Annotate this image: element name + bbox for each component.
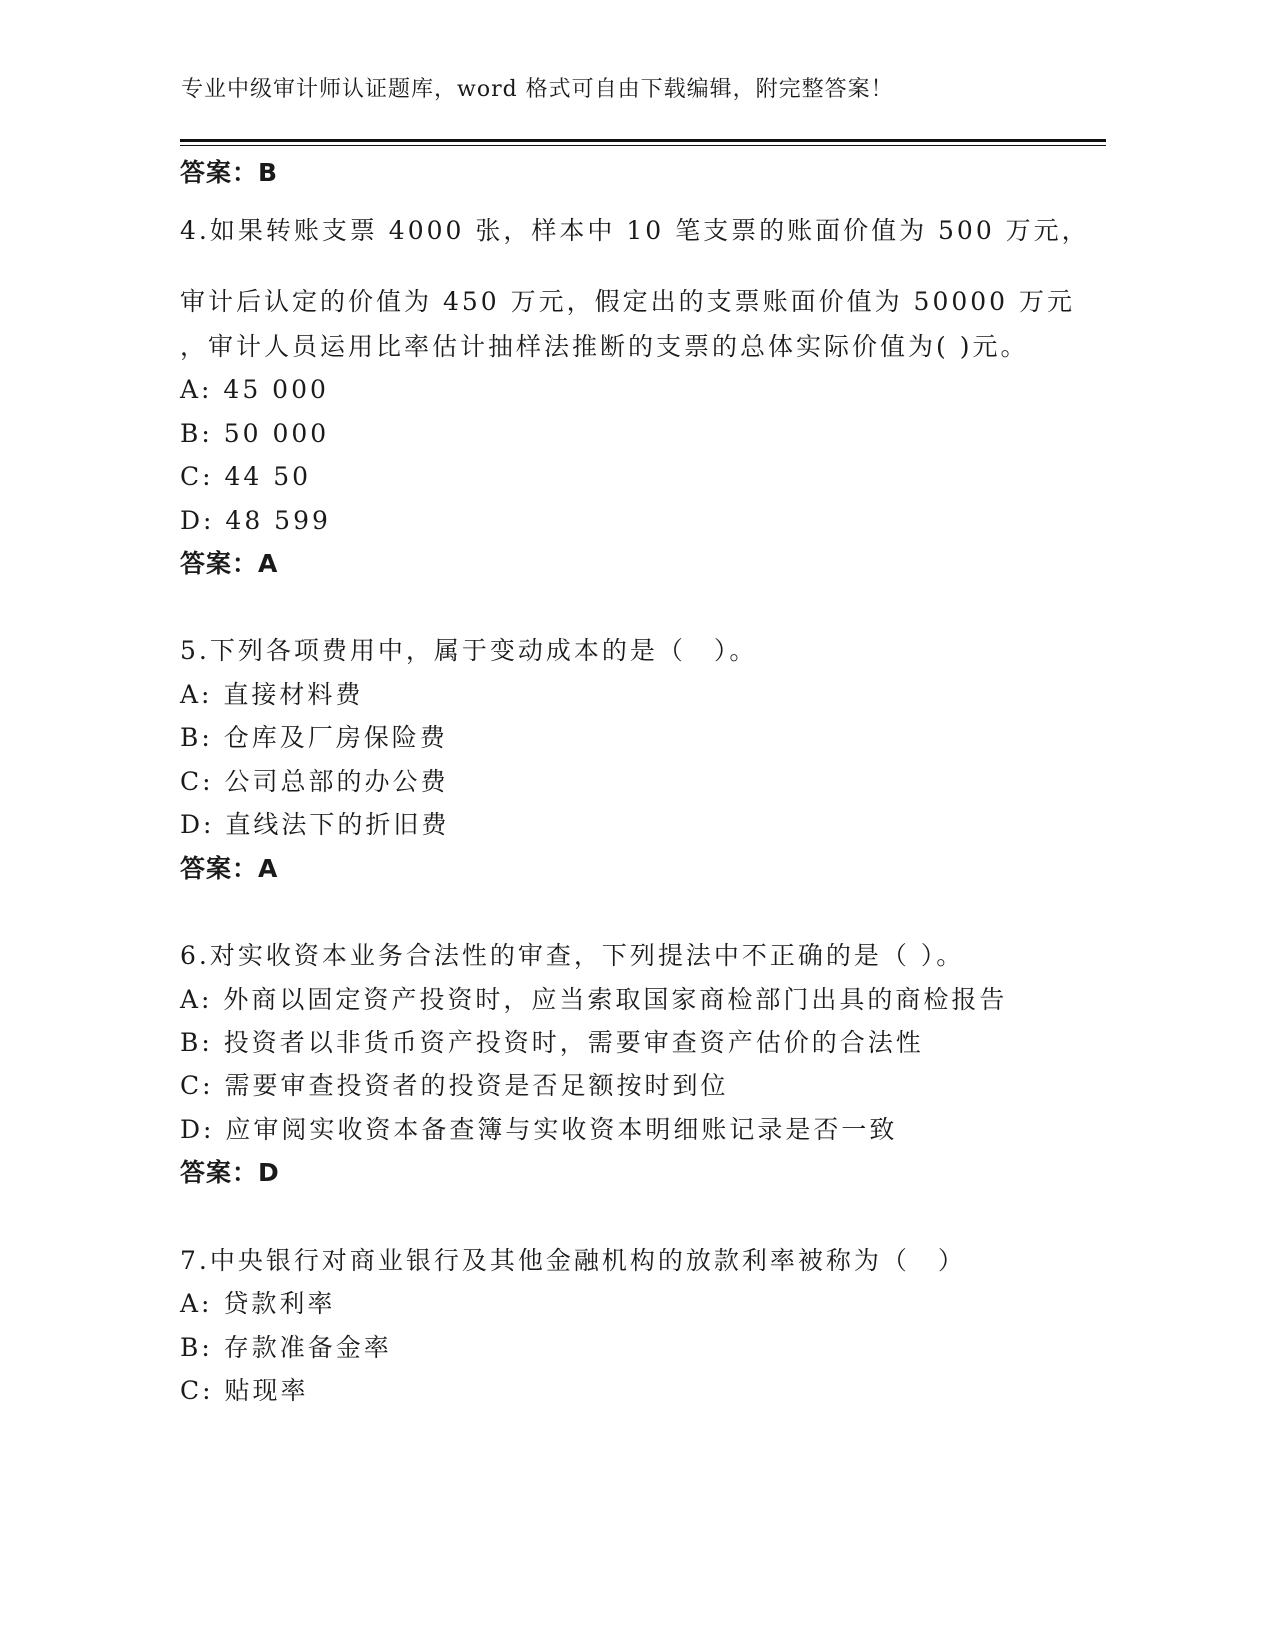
page-header: 专业中级审计师认证题库，word 格式可自由下载编辑，附完整答案！: [181, 77, 894, 102]
header-rule-thin: [180, 145, 1106, 146]
question-7-option-c: C: 贴现率: [180, 1376, 309, 1405]
header-rule: [180, 139, 1106, 142]
question-5-text: 5.下列各项费用中，属于变动成本的是（ ）。: [180, 636, 758, 665]
question-4-line-3: ，审计人员运用比率估计抽样法推断的支票的总体实际价值为( )元。: [180, 332, 1029, 361]
question-5-answer: 答案：A: [180, 854, 279, 883]
question-6-option-b: B: 投资者以非货币资产投资时，需要审查资产估价的合法性: [180, 1028, 924, 1057]
question-7-text: 7.中央银行对商业银行及其他金融机构的放款利率被称为（ ）: [180, 1246, 966, 1275]
answer-previous: 答案：B: [180, 158, 279, 187]
question-5-option-b: B: 仓库及厂房保险费: [180, 723, 448, 752]
question-5-option-a: A: 直接材料费: [180, 680, 364, 709]
question-4-option-d: D: 48 599: [180, 506, 331, 535]
question-6-text: 6.对实收资本业务合法性的审查，下列提法中不正确的是（ ）。: [180, 941, 965, 970]
question-6-option-a: A: 外商以固定资产投资时，应当索取国家商检部门出具的商检报告: [180, 985, 1008, 1014]
question-5-option-c: C: 公司总部的办公费: [180, 767, 449, 796]
question-4-answer: 答案：A: [180, 549, 279, 578]
question-4-option-b: B: 50 000: [180, 419, 330, 448]
question-7-option-a: A: 贷款利率: [180, 1289, 336, 1318]
question-5-option-d: D: 直线法下的折旧费: [180, 810, 450, 839]
question-4-option-c: C: 44 50: [180, 462, 312, 491]
question-4-line-1: 4.如果转账支票 4000 张，样本中 10 笔支票的账面价值为 500 万元，: [180, 216, 1090, 245]
question-7-option-b: B: 存款准备金率: [180, 1333, 392, 1362]
question-4-line-2: 审计后认定的价值为 450 万元，假定出的支票账面价值为 50000 万元: [180, 287, 1076, 316]
question-6-option-d: D: 应审阅实收资本备查簿与实收资本明细账记录是否一致: [180, 1115, 898, 1144]
question-4-option-a: A: 45 000: [180, 375, 329, 404]
question-6-option-c: C: 需要审查投资者的投资是否足额按时到位: [180, 1071, 729, 1100]
question-6-answer: 答案：D: [180, 1158, 280, 1187]
